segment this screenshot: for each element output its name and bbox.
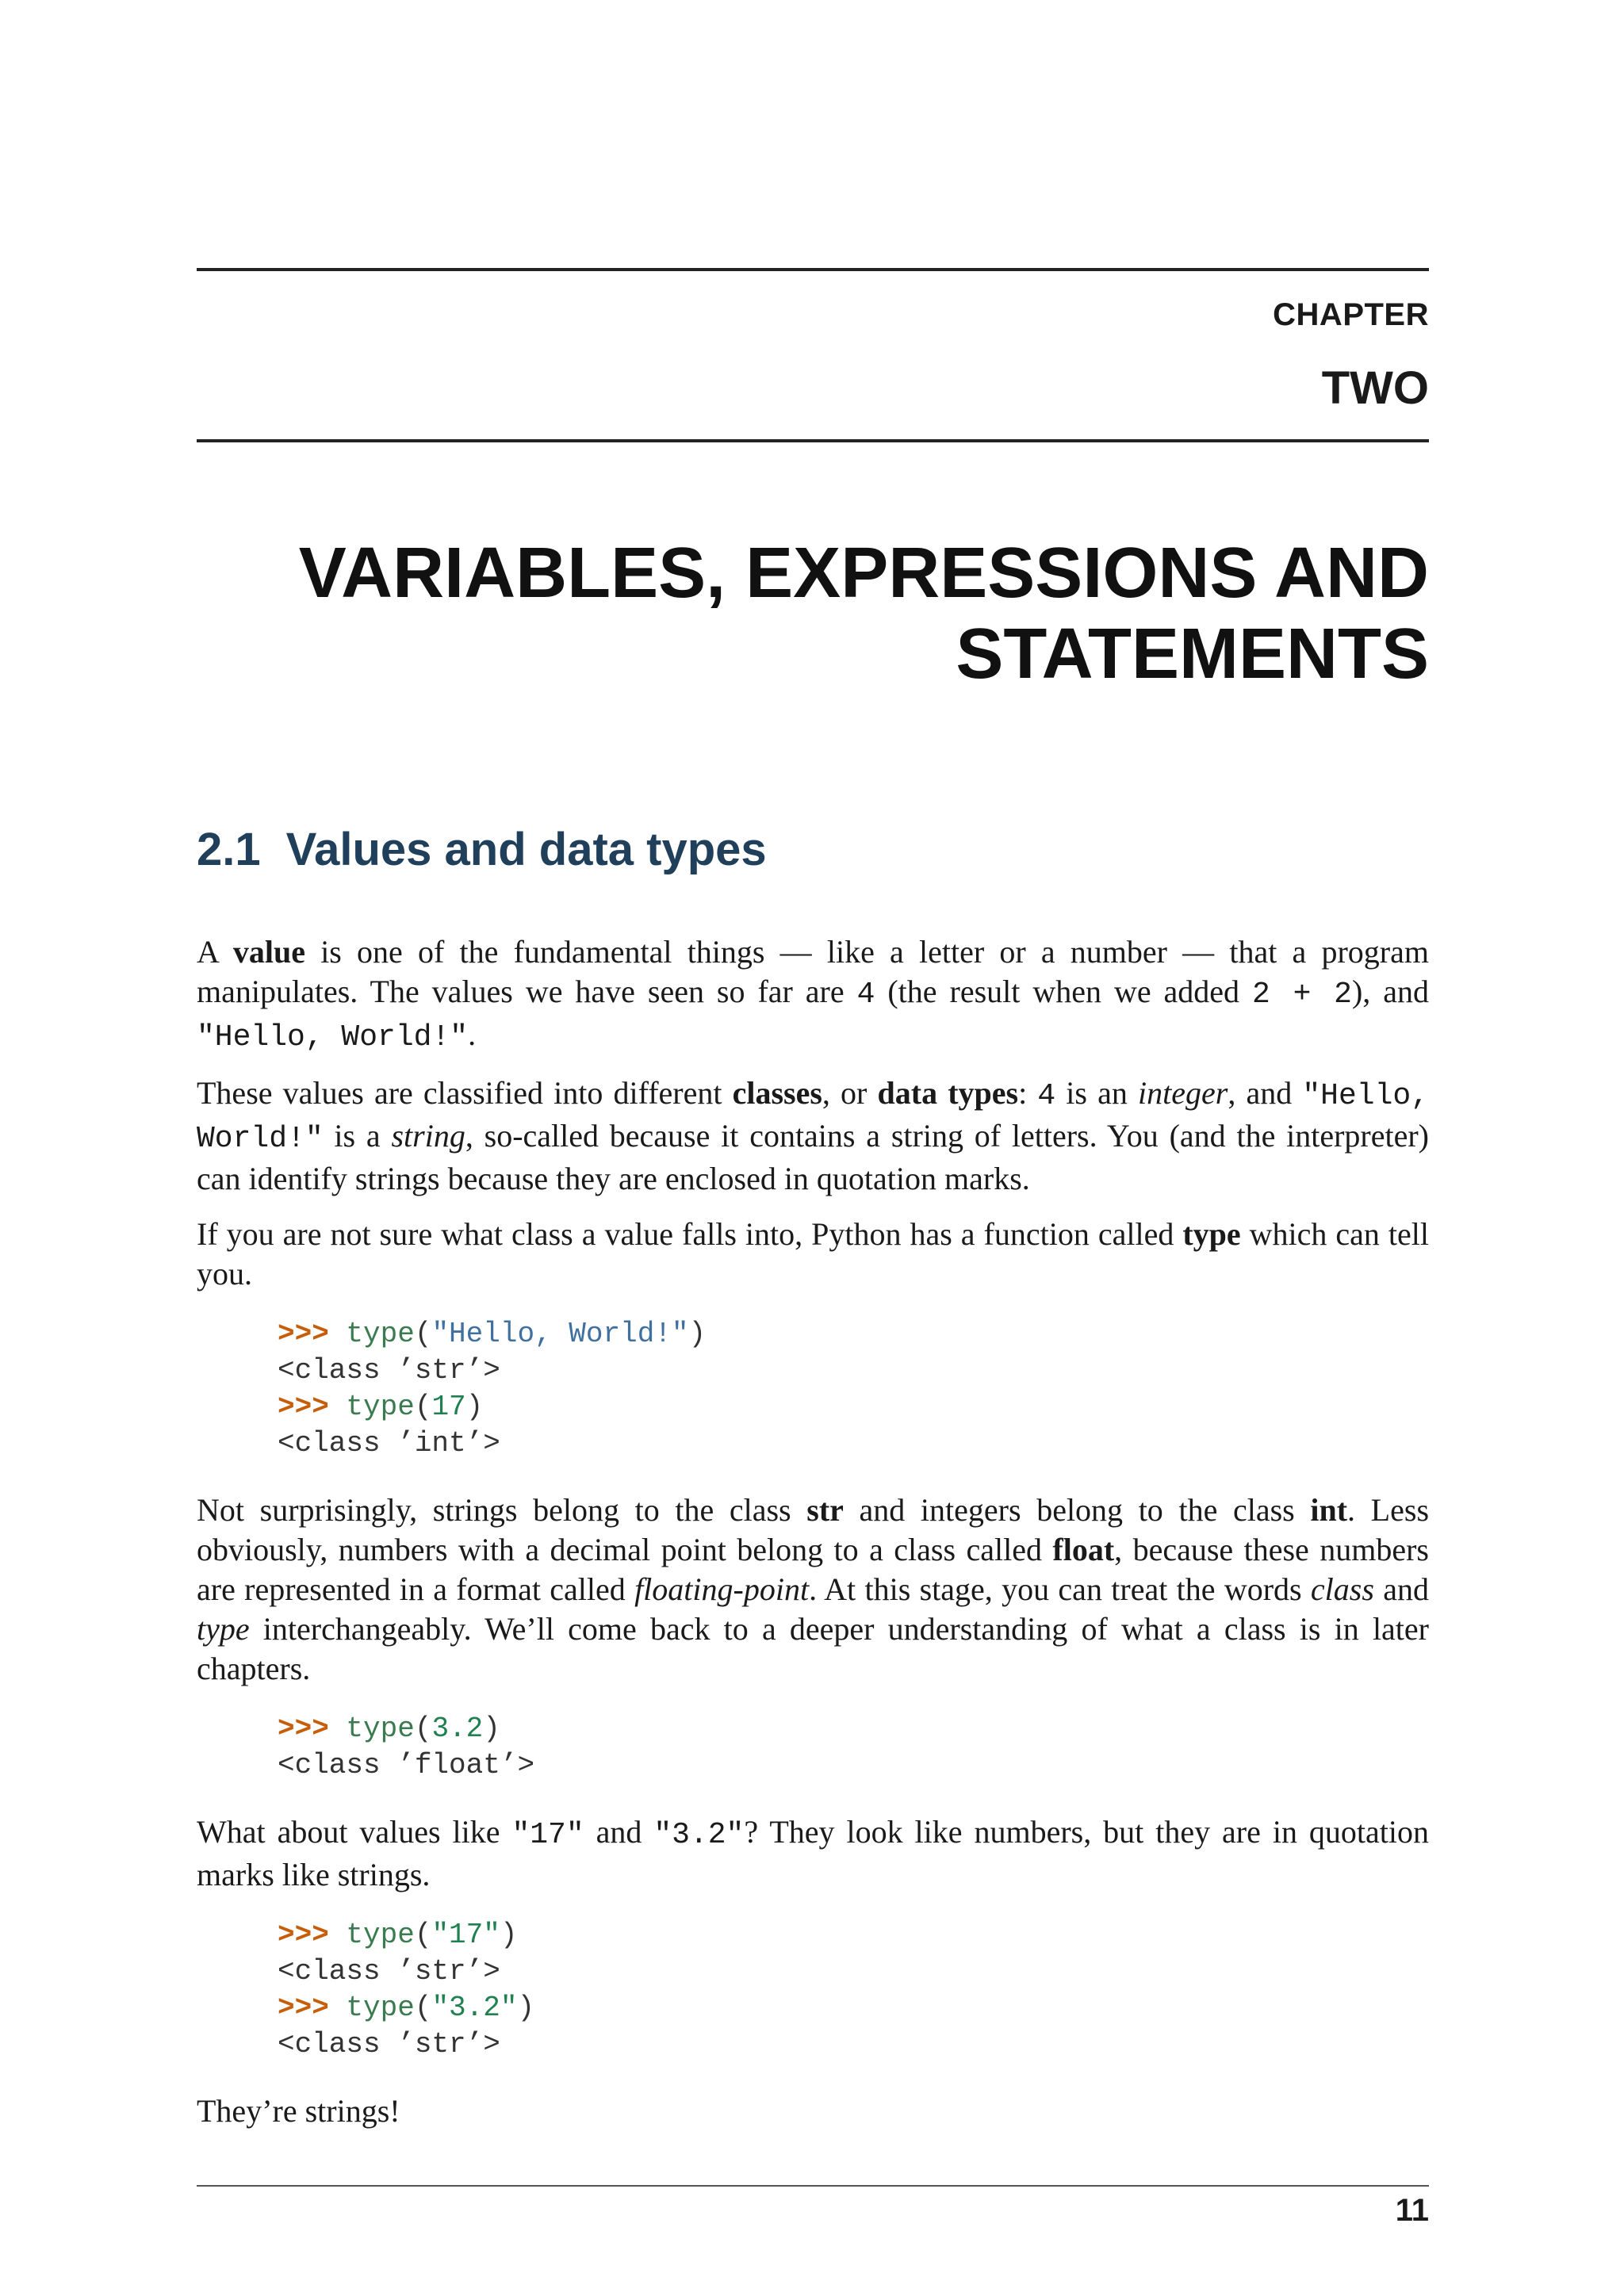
chapter-label: CHAPTER [1273,297,1429,332]
term-string: string [391,1118,465,1154]
section-title: Values and data types [285,824,767,875]
chapter-title-line-2: STATEMENTS [956,614,1429,694]
code-block-1: >>> type("Hello, World!") <class ’str’> >>> type(17) <class ’int’> [278,1318,707,1460]
term-type-italic: type [197,1611,250,1647]
term-int: int [1310,1492,1348,1528]
inline-code: "17" [511,1818,584,1852]
header-rule-top [197,268,1429,271]
inline-code: "Hello, World!" [197,1020,469,1054]
chapter-title [197,533,1429,695]
inline-code: "Hello, World!" [197,1079,1429,1156]
inline-code: 4 [856,978,875,1012]
paragraph-conclusion: They’re strings! [197,2093,400,2129]
document-page [197,0,1429,2296]
term-type: type [1182,1216,1241,1252]
section-number: 2.1 [197,824,261,875]
section-heading [197,823,767,876]
paragraph-value-definition: A value is one of the fundamental things — like a letter or a number — that a program manipulates. The values we have seen so far are 4 (the result when we added 2 + 2), and "Hello, World!". [197,934,1430,1054]
term-str: str [806,1492,844,1528]
chapter-number: TWO [1321,362,1429,414]
term-classes: classes [732,1075,822,1111]
term-value: value [232,934,305,970]
header-rule-bottom [197,439,1429,442]
term-float: float [1052,1532,1115,1567]
inline-code: 4 [1037,1079,1056,1113]
term-floating-point: floating-point [634,1571,810,1607]
inline-code: 2 + 2 [1252,978,1352,1012]
code-block-2: >>> type(3.2) <class ’float’> [278,1712,535,1781]
paragraph-data-types: These values are classified into different classes, or data types: 4 is an integer, and "Hello, World!" is a string, so-called because it contains a string of letters. You (and the interpreter) can identify strings because they are enclosed in quotation marks. [197,1075,1429,1196]
footer-rule [197,2185,1429,2187]
term-data-types: data types [877,1075,1019,1111]
term-class: class [1310,1571,1374,1607]
code-block-3: >>> type("17") <class ’str’> >>> type("3.2") <class ’str’> [278,1919,535,2061]
chapter-title-line-1: VARIABLES, EXPRESSIONS AND [298,534,1429,613]
paragraph-type-function: If you are not sure what class a value falls into, Python has a function called type which can tell you. [197,1216,1430,1292]
paragraph-str-int-float: Not surprisingly, strings belong to the class str and integers belong to the class int. Less obviously, numbers with a decimal point belong to a class called float, because these numbers are represented in a format called floating-point. At this stage, you can treat the words class and type interchangeably. We’ll come back to a deeper understanding of what a class is in later chapters. [197,1492,1430,1686]
term-integer: integer [1138,1075,1228,1111]
body-text [197,932,1429,2147]
page-number: 11 [1395,2193,1429,2228]
inline-code: "3.2" [653,1818,745,1852]
paragraph-quoted-numbers: What about values like "17" and "3.2"? They look like numbers, but they are in quotation marks like strings. [197,1814,1429,1892]
